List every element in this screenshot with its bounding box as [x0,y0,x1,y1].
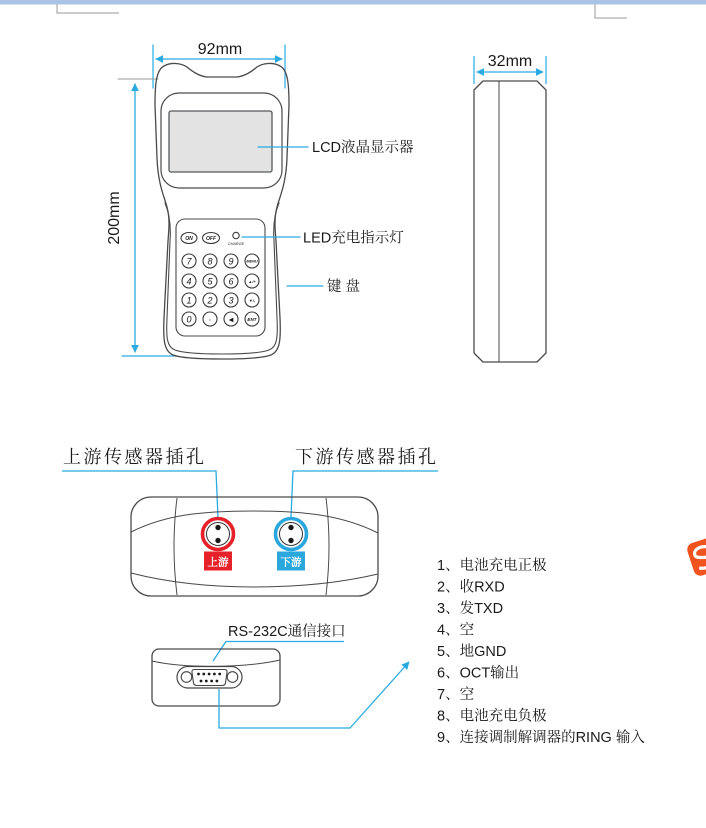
width-dimension-text: 92mm [197,41,243,58]
key-8-label: 8 [207,256,213,267]
upstream-pin-bottom [215,538,220,543]
key-2-label: 2 [207,295,213,306]
led-label: LED充电指示灯 [303,230,404,247]
handheld-device-outline [155,63,289,359]
pinout-item-5: 5、地GND [437,644,507,660]
lower-face-curve [131,573,378,587]
pinout-item-1: 1、电池充电正极 [437,558,547,574]
right-corner-mark [595,4,627,18]
height-dimension-text: 200mm [106,191,123,245]
left-corner-mark [57,4,119,13]
upper-face-curve [131,511,378,533]
key-0-label: 0 [186,314,192,325]
pinout-item-6: 6、OCT输出 [437,665,520,682]
keypad [181,232,259,326]
downstream-ring [276,519,307,550]
page-frame [0,0,706,18]
upstream-jack-label: 上游传感器插孔 [63,447,207,467]
off-button-label: OFF [206,236,216,242]
pinout-item-4: 4、空 [437,622,475,639]
left-parting-line [174,498,177,595]
upstream-ring [203,519,234,550]
key-4-label: 4 [186,276,192,287]
upstream-leader-line [62,471,218,517]
brand-logo-fragment [685,536,706,578]
pinout-list [437,556,645,746]
top-band [0,0,706,5]
pinout-item-7: 7、空 [437,687,475,703]
right-parting-line [326,498,329,595]
downstream-jack-label: 下游传感器插孔 [295,447,439,467]
front-view [106,41,414,359]
key-1-label: 1 [186,295,192,306]
side-body-outline [474,81,546,362]
key-9-label: 9 [228,256,234,267]
downstream-pin-top [288,525,293,530]
rs232-view [152,623,409,728]
keypad-label: 键 盘 [327,279,361,295]
key-down-minus-label: ▼/- [248,298,256,303]
top-view [62,447,439,596]
downstream-tag-label: 下游 [280,556,302,569]
top-body [131,497,378,596]
pinout-item-9: 9、连接调制解调器的RING 输入 [437,730,645,746]
side-width-dimension [474,53,546,84]
key-7-label: 7 [186,256,192,267]
lcd-screen [169,111,272,172]
key-menu-label: MENU [246,258,258,264]
key-5-label: 5 [207,276,213,287]
key-ent-label: ENT [247,317,257,322]
key-3-label: 3 [228,295,234,306]
device-body-outline [155,63,289,359]
pinout-item-2: 2、收RXD [437,579,505,596]
charge-led-label: CHARGE [227,242,245,246]
rs232-face-curve [152,660,280,666]
pinout-item-3: 3、发TXD [437,601,504,617]
upstream-connector [203,519,234,571]
key-up-plus-label: ▲/+ [248,279,256,284]
on-button-label: ON [185,236,193,242]
width-dimension [153,41,285,88]
downstream-leader-line [291,471,438,517]
upstream-pin-top [215,525,220,530]
pinout-item-8: 8、电池充电负极 [437,708,547,725]
key-6-label: 6 [228,276,234,287]
lcd-label: LCD液晶显示器 [312,140,414,156]
height-dimension [106,79,176,356]
rs232-label: RS-232C通信接口 [228,624,346,640]
downstream-connector [276,519,307,571]
key-dot-label: · [208,314,212,325]
downstream-pin-bottom [288,538,293,543]
charge-led [233,232,239,238]
side-width-dimension-text: 32mm [487,53,533,70]
upstream-tag-label: 上游 [207,556,229,569]
side-view [474,53,546,362]
key-backspace-label: ◀ [228,317,234,324]
pinout-pointer-line [219,662,409,728]
